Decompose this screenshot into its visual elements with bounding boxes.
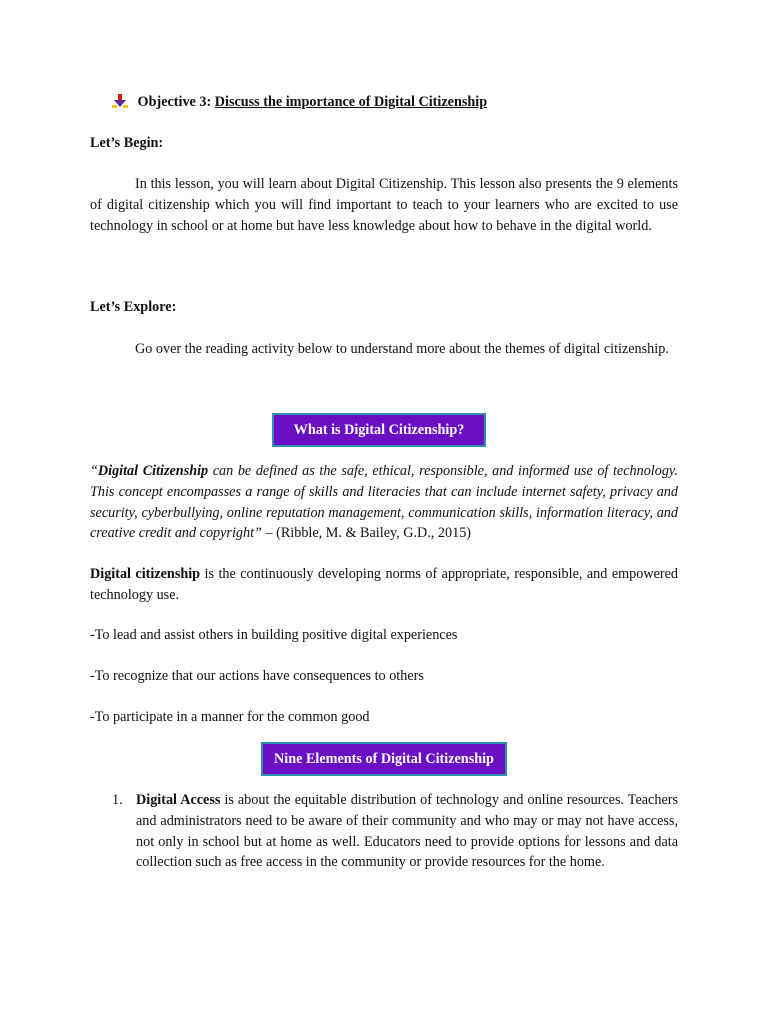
quote-citation: – (Ribble, M. & Bailey, G.D., 2015) <box>261 525 472 542</box>
what-is-digital-citizenship-box: What is Digital Citizenship? <box>272 413 486 447</box>
objective-label: Objective 3: <box>137 94 212 110</box>
list-item-text <box>136 790 678 873</box>
lets-explore-heading: Let’s Explore: <box>90 299 177 315</box>
list-item-number: 1. <box>112 792 123 808</box>
list-item-term: Digital Access <box>136 792 221 808</box>
arrow-down-bullet-icon <box>112 94 128 108</box>
definition-quote <box>90 461 678 544</box>
quote-open: “ <box>90 463 98 479</box>
definition-body: is the continuously developing norms of appropriate, responsible, and empowered technology use. <box>90 566 678 603</box>
quote-close: ” <box>254 525 262 542</box>
list-item-body: is about the equitable distribution of technology and online resources. Teachers and administrators need to be aware of their community and who may or may not have access, not only in school but at home as well. Educators need to provide options for lessons and data collection such as free access in the community or provide resources for the home. <box>136 792 678 871</box>
quote-term: Digital Citizenship <box>97 463 209 479</box>
citizenship-point: -To participate in a manner for the common good <box>90 709 370 725</box>
objective-title: Discuss the importance of Digital Citizenship <box>214 94 488 110</box>
citizenship-point: -To lead and assist others in building positive digital experiences <box>90 627 458 643</box>
definition-term: Digital citizenship <box>90 566 201 582</box>
list-item <box>112 790 678 873</box>
digital-citizenship-definition <box>90 564 678 606</box>
objective-line <box>112 92 487 113</box>
lets-explore-paragraph: Go over the reading activity below to understand more about the themes of digital citizenship. <box>135 341 669 357</box>
nine-elements-box: Nine Elements of Digital Citizenship <box>261 742 507 776</box>
citizenship-point: -To recognize that our actions have consequences to others <box>90 668 424 684</box>
quote-body: can be defined as the safe, ethical, responsible, and informed use of technology. This concept encompasses a range of skills and literacies that can include internet safety, privacy and security, cyberbullying, online reputation management, communication skills, information literacy, and creative credit and copyright <box>90 463 678 542</box>
lets-begin-heading: Let’s Begin: <box>90 135 164 151</box>
lets-begin-paragraph: In this lesson, you will learn about Digital Citizenship. This lesson also presents the 9 elements of digital citizenship which you will find important to teach to your learners who are excited to use technology in school or at home but have less knowledge about how to behave in the digital world. <box>90 176 678 234</box>
